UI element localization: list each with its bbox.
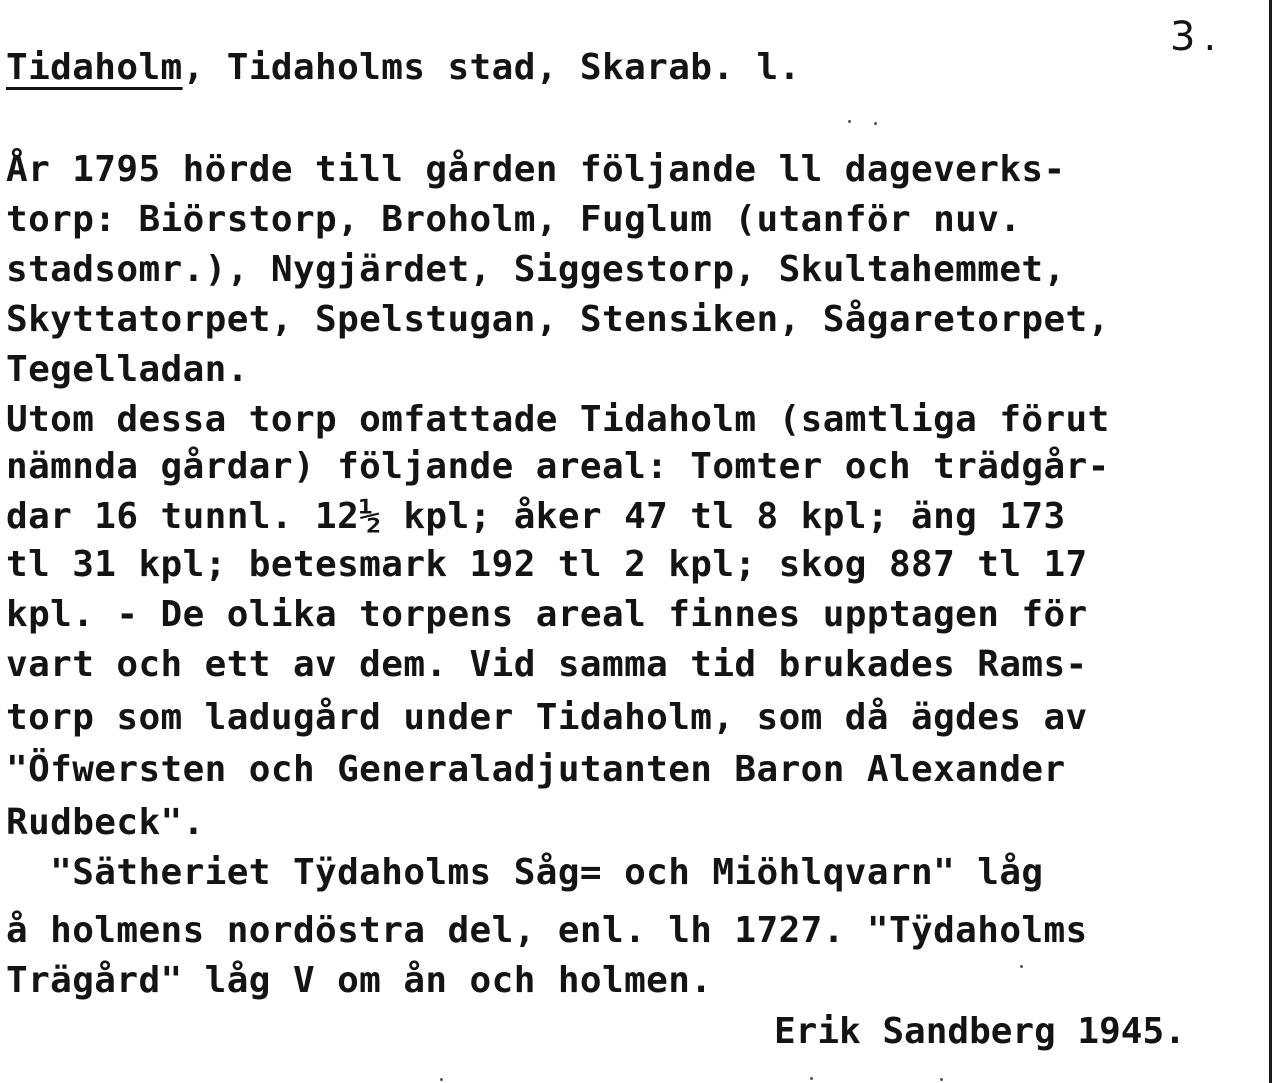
body-line: "Sätheriet Tÿdaholms Såg= och Miöhlqvarn" låg xyxy=(6,852,1044,893)
scan-speck xyxy=(874,122,877,125)
signature-line: Erik Sandberg 1945. xyxy=(774,1011,1186,1052)
body-line: Utom dessa torp omfattade Tidaholm (samtliga förut xyxy=(6,399,1110,440)
body-line: vart och ett av dem. Vid samma tid brukades Rams- xyxy=(6,644,1088,685)
body-line: tl 31 kpl; betesmark 192 tl 2 kpl; skog 887 tl 17 xyxy=(6,544,1088,585)
scan-speck xyxy=(940,1078,943,1081)
scan-speck xyxy=(1020,965,1023,968)
body-line: stadsomr.), Nygjärdet, Siggestorp, Skultahemmet, xyxy=(6,249,1066,290)
body-line: "Öfwersten och Generaladjutanten Baron Alexander xyxy=(6,749,1066,790)
page-number: 3. xyxy=(1170,14,1225,60)
body-line: å holmens nordöstra del, enl. lh 1727. "Tÿdaholms xyxy=(6,910,1088,951)
heading-line xyxy=(6,48,801,88)
scan-speck xyxy=(440,1078,443,1081)
body-line: Tegelladan. xyxy=(6,349,249,390)
page-edge-border xyxy=(1269,0,1272,1083)
body-line: nämnda gårdar) följande areal: Tomter och trädgår- xyxy=(6,446,1110,487)
body-line: torp: Biörstorp, Broholm, Fuglum (utanför nuv. xyxy=(6,199,1022,240)
heading-place-name: Tidaholm xyxy=(6,47,183,88)
body-line: År 1795 hörde till gården följande ll dageverks- xyxy=(6,149,1066,190)
body-line: Skyttatorpet, Spelstugan, Stensiken, Sågaretorpet, xyxy=(6,299,1110,340)
body-line: Rudbeck". xyxy=(6,802,205,843)
body-line: torp som ladugård under Tidaholm, som då ägdes av xyxy=(6,697,1088,738)
scan-speck xyxy=(848,120,851,123)
body-line: Trägård" låg V om ån och holmen. xyxy=(6,960,713,1001)
scan-speck xyxy=(810,1077,813,1080)
body-line: dar 16 tunnl. 12½ kpl; åker 47 tl 8 kpl; äng 173 xyxy=(6,496,1066,537)
heading-rest: , Tidaholms stad, Skarab. l. xyxy=(182,47,801,88)
body-line: kpl. - De olika torpens areal finnes upptagen för xyxy=(6,594,1088,635)
